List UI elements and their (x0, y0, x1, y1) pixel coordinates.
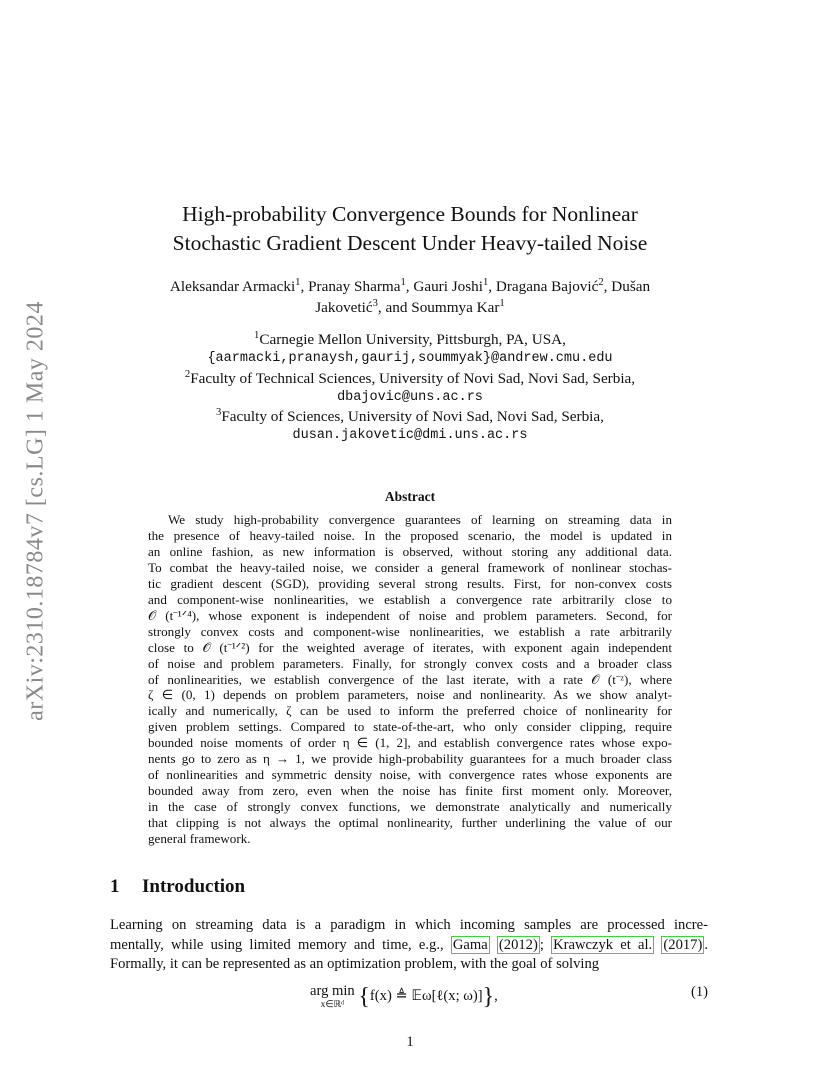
intro-line-2 (110, 936, 708, 956)
section-number: 1 (110, 876, 120, 897)
equation-number: (1) (690, 984, 708, 1000)
abstract-line: of nonlinearities, we establish convergence of the last iterate, with a rate 𝒪 (t⁻ᶻ), where (148, 671, 672, 687)
author-separator: , and (377, 299, 412, 316)
abstract-line: that clipping is not always the optimal nonlinearity, further underlining the value of our (148, 815, 672, 831)
affiliation-mark: 1 (482, 276, 489, 288)
section-heading (110, 876, 245, 898)
affiliation-1 (110, 330, 710, 349)
abstract-line: 𝒪 (t⁻¹ᐟ⁴), whose exponent is independent of noise and problem parameters. Second, for (148, 607, 672, 623)
paper-title (110, 200, 710, 258)
intro-text: . (704, 936, 708, 953)
argmin-subscript: x∈ℝᵈ (320, 1000, 345, 1010)
abstract-line: nents go to zero as η → 1, we provide high-probability guarantees for a much broader class (148, 751, 672, 767)
argmin-operator: arg min (310, 983, 355, 999)
abstract-line: of nonlinearities and symmetric density noise, with convergence rates whose exponents are (148, 767, 672, 783)
affiliations (110, 330, 710, 446)
author-separator: , Dušan (603, 278, 651, 295)
author-name: Aleksandar Armacki (169, 278, 296, 295)
affiliation-3 (110, 407, 710, 426)
equation-argmin (310, 984, 355, 1012)
affiliation-mark: 3 (372, 297, 378, 309)
author-separator: , (300, 278, 309, 295)
affiliation-mark: 2 (184, 368, 191, 380)
abstract-line: bounded away from zero, even when the noise has finite first moment only. Moreover, (148, 783, 672, 799)
citation-gama[interactable]: Gama (452, 936, 488, 953)
left-brace-glyph: { (358, 984, 370, 1010)
abstract-line: tic gradient descent (SGD), providing several strong results. First, for non-convex costs (148, 575, 672, 591)
abstract-line: the presence of heavy-tailed noise. In the proposed scenario, the model is updated in (148, 527, 672, 543)
author-name: Jakovetić (315, 299, 373, 316)
abstract-line: of noise and problem parameters. Finally, for strongly convex costs and a broader class (148, 655, 672, 671)
equation-trailing: , (494, 988, 498, 1004)
equation-expression: f(x) ≜ 𝔼ω[ℓ(x; ω)] (369, 988, 483, 1004)
affiliation-name: Faculty of Sciences, University of Novi Sad, Novi Sad, Serbia, (221, 408, 604, 426)
abstract-heading: Abstract (384, 489, 436, 504)
author-line-2 (110, 297, 710, 318)
intro-line-3: Formally, it can be represented as an optimization problem, with the goal of solving (110, 956, 600, 973)
page-number: 1 (406, 1034, 414, 1050)
affiliation-name: Carnegie Mellon University, Pittsburgh, PA, USA, (259, 331, 566, 348)
affiliation-2 (110, 369, 710, 388)
abstract-line: an online fashion, as new information is observed, without storing any additional data. (148, 543, 672, 559)
abstract-line: ζ ∈ (0, 1) depends on problem parameters, noise and nonlinearity. As we show analyt- (148, 687, 672, 703)
affiliation-email[interactable]: dbajovic@uns.ac.rs (337, 389, 483, 405)
abstract-line: and component-wise nonlinearities, we establish a convergence rate arbitrarily close to (148, 591, 672, 607)
abstract-body (148, 512, 672, 847)
affiliation-mark: 1 (400, 276, 406, 288)
author-line-1 (110, 276, 710, 297)
citation-krawczyk[interactable]: Krawczyk et al. (553, 936, 653, 953)
affiliation-mark: 3 (216, 407, 222, 419)
section-title: Introduction (142, 876, 246, 897)
abstract-line: bounded noise moments of order η ∈ (1, 2], and establish convergence rates whose expo- (148, 735, 672, 751)
abstract-line: close to 𝒪 (t⁻¹ᐟ²) for the weighted average of iterates, with exponent again independent (148, 639, 672, 655)
abstract-line: To combat the heavy-tailed noise, we consider a general framework of nonlinear stochas- (148, 559, 672, 575)
arxiv-identifier: arXiv:2310.18784v7 [cs.LG] 1 May 2024 (22, 301, 49, 721)
affiliation-email[interactable]: dusan.jakovetic@dmi.uns.ac.rs (292, 428, 528, 444)
right-brace-glyph: } (482, 984, 495, 1010)
author-name: Pranay Sharma (308, 278, 401, 295)
author-list (110, 276, 710, 318)
equation-1 (110, 982, 708, 1022)
abstract-line: general framework. (148, 831, 251, 847)
introduction-paragraph (110, 916, 708, 975)
equation-body (310, 984, 498, 1012)
affiliation-mark: 1 (499, 297, 505, 309)
affiliation-mark: 1 (295, 276, 301, 288)
abstract-line: strongly convex costs and component-wise nonlinearities, we establish a rate arbitrarily (148, 623, 672, 639)
citation-gama-year[interactable]: (2012) (498, 936, 538, 953)
affiliation-mark: 1 (254, 329, 260, 341)
abstract-line: We study high-probability convergence guarantees of learning on streaming data in (168, 512, 672, 527)
author-name: Dragana Bajović (495, 278, 599, 295)
citation-krawczyk-year[interactable]: (2017) (663, 936, 703, 953)
author-name: Gauri Joshi (413, 278, 483, 295)
title-line-1: High-probability Convergence Bounds for Nonlinear (182, 202, 638, 226)
abstract-line: given problem settings. Compared to state-of-the-art, who only consider clipping, require (148, 719, 672, 735)
author-separator: , (488, 278, 496, 295)
intro-text: mentally, while using limited memory and time, e.g., (110, 936, 451, 953)
citation-separator: ; (539, 936, 552, 953)
intro-line-1: Learning on streaming data is a paradigm in which incoming samples are processed incre- (110, 917, 708, 933)
affiliation-mark: 2 (598, 276, 604, 288)
title-line-2: Stochastic Gradient Descent Under Heavy-tailed Noise (172, 231, 648, 255)
author-separator: , (405, 278, 414, 295)
affiliation-email[interactable]: {aarmacki,pranaysh,gaurij,soummyak}@andrew.cmu.edu (207, 351, 613, 367)
abstract-line: in the case of strongly convex functions, we demonstrate analytically and numerically (148, 799, 672, 815)
abstract-line: ically and numerically, ζ can be used to inform the preferred choice of nonlinearity for (148, 703, 672, 719)
author-name: Soummya Kar (411, 299, 500, 316)
affiliation-name: Faculty of Technical Sciences, University of Novi Sad, Novi Sad, Serbia, (190, 369, 636, 387)
